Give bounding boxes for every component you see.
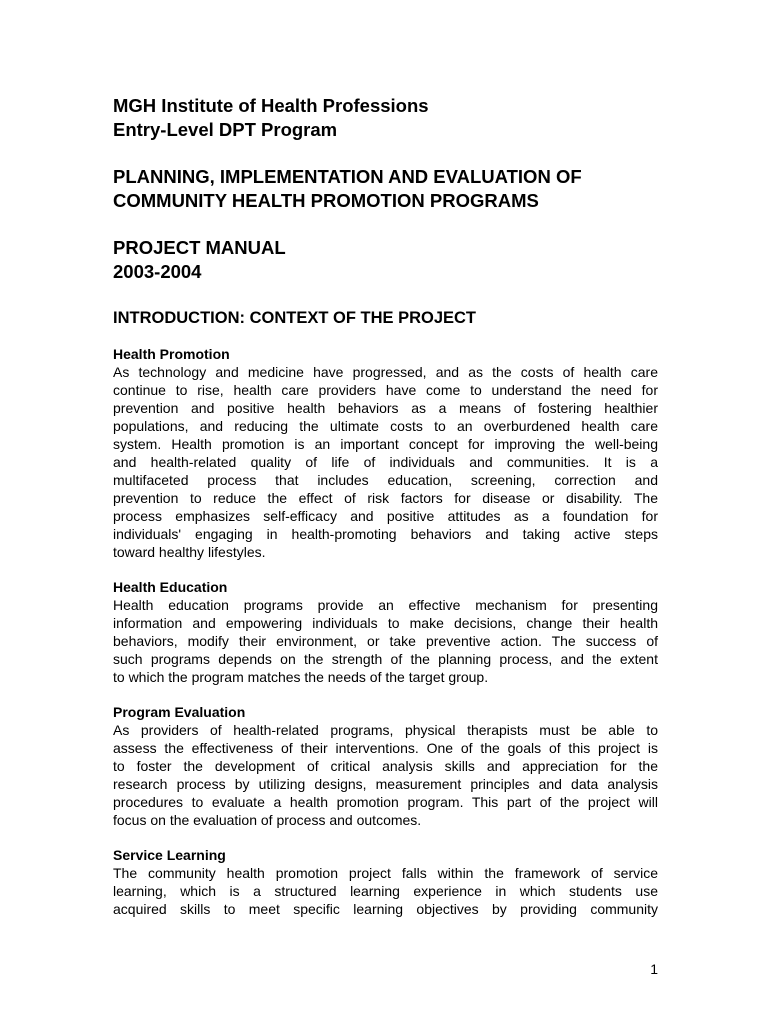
section-paragraph	[113, 596, 658, 686]
text-line: prevention to reduce the effect of risk factors for disease or disability. The	[113, 490, 658, 506]
document-title-line-2: COMMUNITY HEALTH PROMOTION PROGRAMS	[113, 190, 539, 211]
section-block	[113, 578, 658, 686]
text-line: to which the program matches the needs of the target group.	[113, 669, 489, 685]
section-heading: Health Promotion	[113, 346, 230, 362]
institution-name: MGH Institute of Health Professions	[113, 95, 429, 116]
introduction-sections	[113, 345, 658, 918]
text-line: The community health promotion project falls within the framework of service	[113, 865, 658, 881]
text-line: prevention and positive health behaviors as a means of fostering healthier	[113, 400, 658, 416]
text-line: As technology and medicine have progressed, and as the costs of health care	[113, 364, 658, 380]
section-block	[113, 846, 658, 918]
text-line: As providers of health-related programs, physical therapists must be able to	[113, 722, 658, 738]
text-line: information and empowering individuals to make decisions, change their health	[113, 615, 658, 631]
text-line: assess the effectiveness of their interventions. One of the goals of this project is	[113, 740, 658, 756]
section-heading: Service Learning	[113, 847, 226, 863]
program-name: Entry-Level DPT Program	[113, 119, 338, 140]
text-line: populations, and reducing the ultimate costs to an overburdened health care	[113, 418, 658, 434]
text-line: multifaceted process that includes education, screening, correction and	[113, 472, 658, 488]
text-line: focus on the evaluation of process and outcomes.	[113, 812, 422, 828]
section-block	[113, 703, 658, 829]
text-line: and health-related quality of life of individuals and communities. It is a	[113, 454, 658, 470]
page-number: 1	[650, 961, 658, 977]
document-page	[113, 94, 658, 918]
section-block	[113, 345, 658, 561]
section-paragraph	[113, 363, 658, 561]
text-line: procedures to evaluate a health promotion program. This part of the project will	[113, 794, 658, 810]
text-line: learning, which is a structured learning experience in which students use	[113, 883, 658, 899]
text-line: to foster the development of critical analysis skills and appreciation for the	[113, 758, 658, 774]
introduction-heading: INTRODUCTION: CONTEXT OF THE PROJECT	[113, 309, 476, 327]
manual-years: 2003-2004	[113, 261, 202, 282]
text-line: Health education programs provide an effective mechanism for presenting	[113, 597, 658, 613]
section-paragraph	[113, 864, 658, 918]
section-paragraph	[113, 721, 658, 829]
section-heading: Health Education	[113, 579, 228, 595]
text-line: process emphasizes self-efficacy and positive attitudes as a foundation for	[113, 508, 658, 524]
text-line: system. Health promotion is an important concept for improving the well-being	[113, 436, 658, 452]
text-line: toward healthy lifestyles.	[113, 544, 266, 560]
text-line: such programs depends on the strength of the planning process, and the extent	[113, 651, 658, 667]
text-line: continue to rise, health care providers have come to understand the need for	[113, 382, 658, 398]
text-line: behaviors, modify their environment, or take preventive action. The success of	[113, 633, 658, 649]
manual-title: PROJECT MANUAL	[113, 237, 286, 258]
text-line: acquired skills to meet specific learning objectives by providing community	[113, 901, 658, 917]
text-line: individuals' engaging in health-promoting behaviors and taking active steps	[113, 526, 658, 542]
document-title-line-1: PLANNING, IMPLEMENTATION AND EVALUATION OF	[113, 166, 582, 187]
section-heading: Program Evaluation	[113, 704, 246, 720]
text-line: research process by utilizing designs, measurement principles and data analysis	[113, 776, 658, 792]
